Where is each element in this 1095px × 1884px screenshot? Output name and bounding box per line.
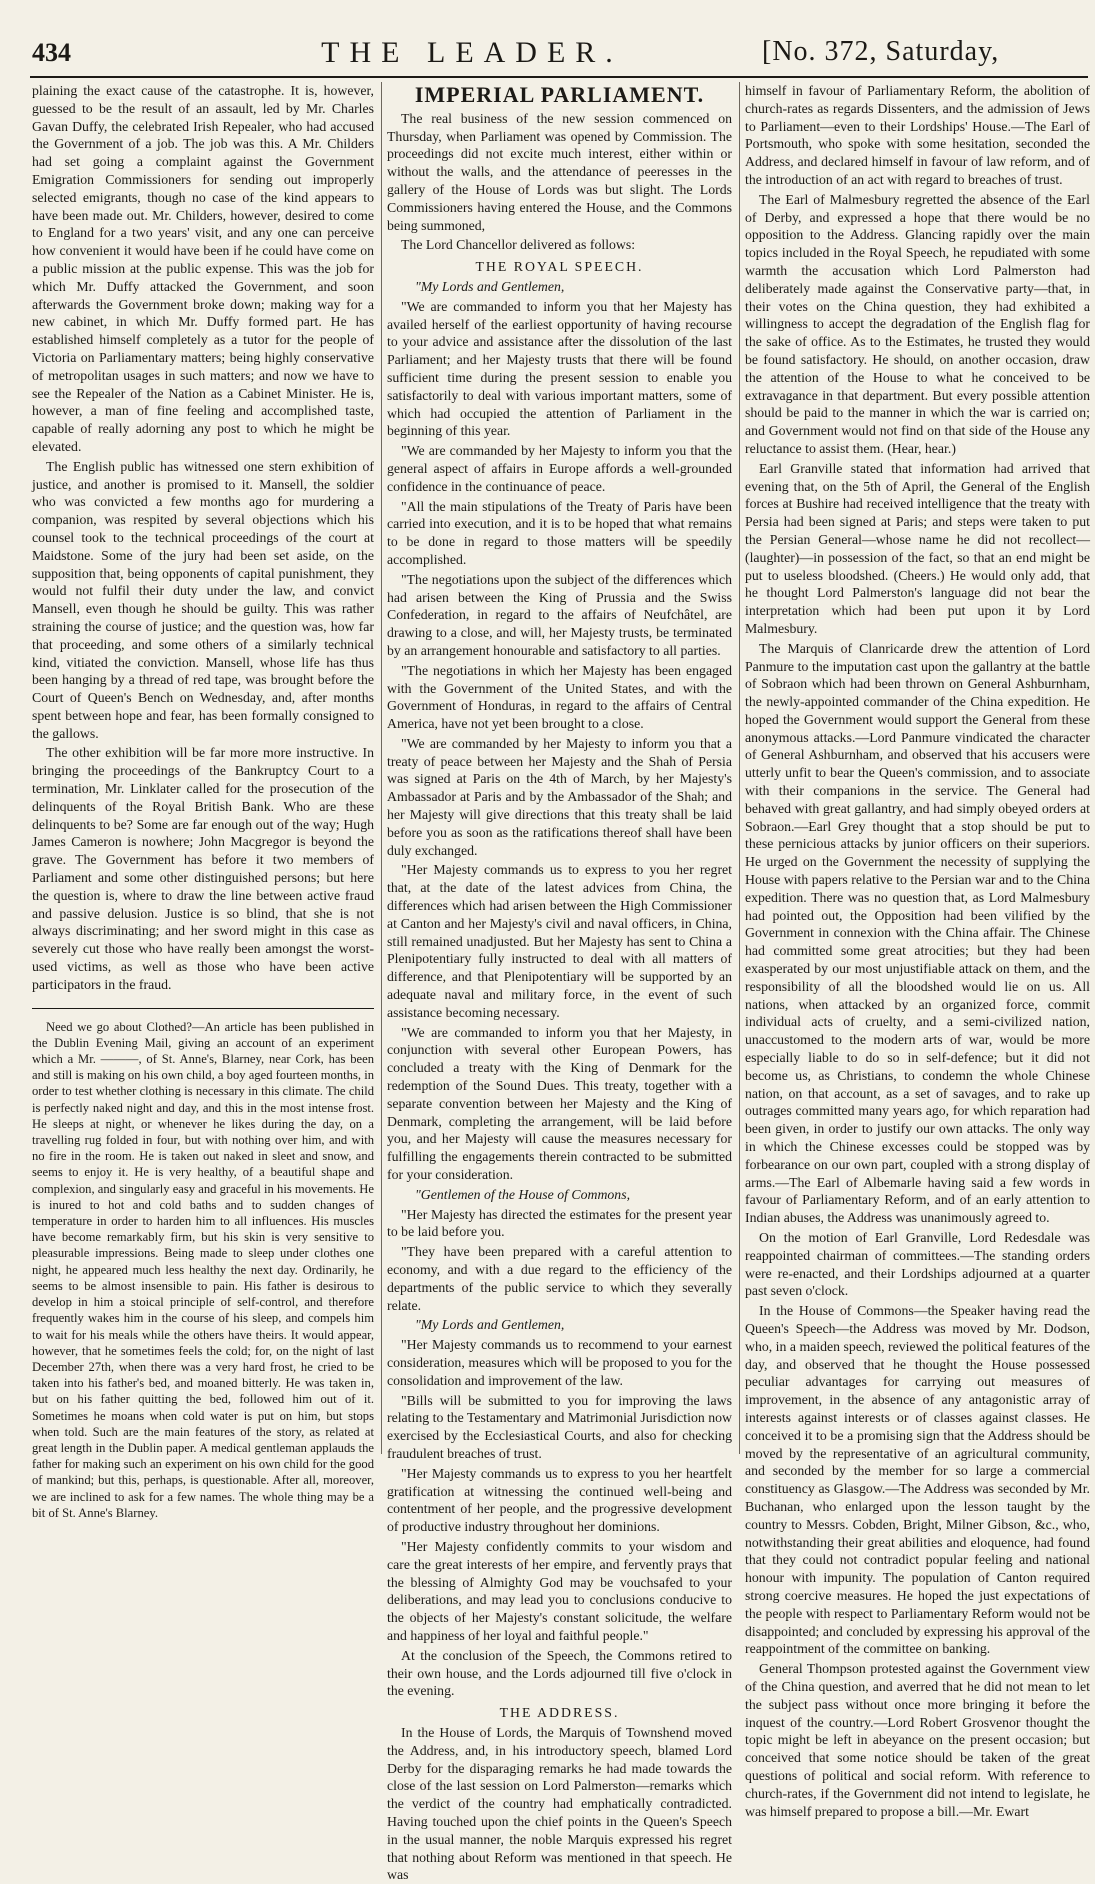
- speech-paragraph: "Her Majesty confidently commits to your wisdom and care the great interests of her empire, and fervently prays that the blessing of Almighty God may be vouchsafed to your deliberations, and may lead you to conclusions conducive to the objects of her Majesty's constant solicitude, the welfare and happiness of her loyal and faithful people.": [387, 1538, 732, 1643]
- speech-paragraph: "Her Majesty commands us to express to you her heartfelt gratification at witnessing the continued well-being and contentment of her people, and the progressive development of productive industry throughout her dominions.: [387, 1465, 732, 1535]
- speech-paragraph: "Bills will be submitted to you for improving the laws relating to the Testamentary and Matrimonial Jurisdiction now exercised by the Ecclesiastical Courts, and also for checking fraudulent breaches of trust.: [387, 1392, 732, 1461]
- speech-paragraph: "We are commanded by her Majesty to inform you that a treaty of peace between her Majesty and the Shah of Persia was signed at Paris on the 4th of March, by her Majesty's Ambassador at Paris and by the Ambassador of the Shah; and her Majesty will give directions that this treaty shall be laid before you as soon as the ratifications thereof shall have been duly exchanged.: [387, 735, 732, 858]
- speech-paragraph: "We are commanded by her Majesty to inform you that the general aspect of affairs in Europe affords a well-grounded confidence in the continuance of peace.: [387, 443, 732, 494]
- subheading: THE ROYAL SPEECH.: [475, 259, 644, 275]
- salutation: "My Lords and Gentlemen,: [415, 1317, 565, 1333]
- article-paragraph: The Marquis of Clanricarde drew the attention of Lord Panmure to the imputation cast upon the gallantry at the battle of Sobraon which had been thrown on General Ashburnham, the newly-appointed commander of the China expedition. He hoped the Government would support the General from these anonymous attacks.—Lord Panmure vindicated the character of General Ashburnham, and observed that his accusers were utterly unfit to bear the Queen's commission, and to associate with their companions in the service. The General had behaved with great gallantry, and had simply obeyed orders at Sobraon.—Earl Grey thought that a stop should be put to these pernicious attacks by junior officers on their superiors. He urged on the Government the necessity of supplying the House with papers relative to the Persian war and to the China expedition. There was no question that, as Lord Malmesbury had pointed out, the Opposition had been vilified by the Government in connexion with the China affair. The Chinese had committed some great atrocities; but they had been exasperated by our most unjustifiable attack on them, and the responsibility of all the bloodshed would lie on us. All nations, when attacked by an organized force, commit individual acts of cruelty, and a semi-civilized nation, unaccustomed to the modern arts of war, would be more especially liable to do so in self-defence; but it did not become us, as Christians, to condemn the whole Chinese nation, on that account, as a set of savages, and to rake up outrages committed many years ago, for which reparation had been given, in order to justify our own attacks. The only way in which the Chinese excesses could be stopped was by forbearance on our own part, coupled with a strong display of arms.—The Earl of Albemarle having said a few words in favour of Parliamentary Reform, and of an early attention to Indian abuses, the Address was unanimously agreed to.: [745, 640, 1090, 1226]
- newspaper-title: THE LEADER.: [321, 36, 623, 69]
- article-paragraph: In the House of Commons—the Speaker having read the Queen's Speech—the Address was moved by Mr. Dodson, who, in a maiden speech, reviewed the political features of the day, and observed that he thought the House possessed peculiar advantages for carrying out measures of improvement, in the absence of any antagonistic array of interests against interests or of classes against classes. He conceived it to be a promising sign that the Address should be moved by the representative of an agricultural community, and seconded by the member for so large a commercial constituency as Glasgow.—The Address was seconded by Mr. Buchanan, who enlarged upon the lesson taught by the country to Messrs. Cobden, Bright, Milner Gibson, &c., who, notwithstanding their great abilities and eloquence, had found that they could not contradict popular feeling and national honour with impunity. The population of Canton required strong coercive measures. He hoped the just expectations of the people with respect to Parliamentary Reform would not be disappointed; and concluded by expressing his approval of the reappointment of the committee on banking.: [745, 1303, 1090, 1657]
- speech-paragraph: "The negotiations in which her Majesty has been engaged with the Government of the United States, and with the Government of Honduras, in regard to the affairs of Central America, have not yet been brought to a close.: [387, 662, 732, 732]
- page-number: 434: [32, 38, 71, 67]
- article-paragraph: The real business of the new session commenced on Thursday, when Parliament was opened by Commission. The proceedings did not excite much interest, either within or without the walls, and the attendance of peeresses in the gallery of the House of Lords was but slight. The Lords Commissioners having entered the House, and the Commons being summoned,: [387, 110, 732, 233]
- article-paragraph: Earl Granville stated that information had arrived that evening that, on the 5th of April, the General of the English forces at Bushire had received intelligence that the treaty with Persia had been signed at Paris; and steps were taken to put the Persian General—whose name he did not recollect—(laughter)—in possession of the fact, so that an end might be put to useless bloodshed. (Cheers.) He would only add, that he thought Lord Palmerston's language did not bear the interpretation which had been put upon it by Lord Malmesbury.: [745, 460, 1090, 636]
- left-column: [32, 82, 374, 1520]
- section-heading: IMPERIAL PARLIAMENT.: [414, 82, 705, 107]
- speech-paragraph: "All the main stipulations of the Treaty of Paris have been carried into execution, and it is to be hoped that what remains to be done in regard to those matters will be speedily accomplished.: [387, 498, 732, 567]
- subheading: THE ADDRESS.: [499, 1705, 620, 1721]
- middle-column: [387, 82, 732, 1883]
- column-divider-left: [381, 82, 382, 1454]
- speech-paragraph: "Her Majesty commands us to express to you her regret that, at the date of the latest advices from China, the differences which had arisen between the High Commissioner at Canton and her Majesty's civil and naval officers, in China, still remained unadjusted. But her Majesty has sent to China a Plenipotentiary fully instructed to deal with all matters of difference, and that Plenipotentiary will be supported by an adequate naval and military force, in the event of such assistance becoming necessary.: [387, 862, 732, 1020]
- right-column: [745, 82, 1090, 1819]
- article-paragraph: The Earl of Malmesbury regretted the absence of the Earl of Derby, and expressed a hope that there would be no opposition to the Address. Glancing rapidly over the main topics included in the Royal Speech, he repudiated with some warmth the accusation which Lord Palmerston had deliberately made against the Conservative party—that, in their votes on the China question, they had exhibited a willingness to accept the degradation of the English flag for the sake of office. As to the Estimates, he trusted they would be found satisfactory. He should, on another occasion, draw the attention of the House to what he conceived to be extravagance in that department. But every possible attention should be paid to the manner in which the war is carried on; and Government would not find on that side of the House any reluctance to assist them. (Hear, hear.): [745, 191, 1090, 456]
- speech-paragraph: "Her Majesty has directed the estimates for the present year to be laid before you.: [387, 1206, 732, 1240]
- speech-paragraph: "They have been prepared with a careful attention to economy, and with a due regard to the efficiency of the departments of the public service to which they severally relate.: [387, 1244, 732, 1313]
- article-paragraph: The Lord Chancellor delivered as follows:: [401, 237, 636, 253]
- article-paragraph: himself in favour of Parliamentary Reform, the abolition of church-rates as regards Dissenters, and the admission of Jews to Parliament—even to their Lordships' House.—The Earl of Portsmouth, who spoke with some hesitation, seconded the Address, and declared himself in favour of law reform, and of the introduction of an act with regard to breaches of trust.: [745, 83, 1090, 187]
- article-paragraph: The other exhibition will be far more more instructive. In bringing the proceedings of the Bankruptcy Court to a termination, Mr. Linklater called for the prosecution of the delinquents of the Royal British Bank. Who are these delinquents to be? Some are far enough out of the way; Hugh James Cameron is nowhere; John Macgregor is beyond the grave. The Government has before it two members of Parliament and some other distinguished persons; but here the question is, where to draw the line between active fraud and passive delusion. Justice is so blind, that she is not always discriminating; and her sword might in this case as severely cut those who have really been amongst the worst-used victims, as well as those who have been active participators in the fraud.: [32, 745, 374, 992]
- speech-paragraph: "The negotiations upon the subject of the differences which had arisen between the King of Prussia and the Swiss Confederation, in regard to the affairs of Neufchâtel, are drawing to a close, and will, her Majesty trusts, be terminated by an arrangement honourable and satisfactory to all parties.: [387, 571, 732, 658]
- speech-paragraph: "Her Majesty commands us to recommend to your earnest consideration, measures which will be proposed to you for the consolidation and improvement of the law.: [387, 1337, 732, 1388]
- article-paragraph: In the House of Lords, the Marquis of Townshend moved the Address, and, in his introductory speech, blamed Lord Derby for the disparaging remarks he had made towards the close of the last session on Lord Palmerston—remarks which the verdict of the country had emphatically contradicted. Having touched upon the chief points in the Queen's Speech in the usual manner, the noble Marquis expressed his regret that nothing about Reform was mentioned in that speech. He was: [387, 1724, 732, 1883]
- speech-paragraph: "We are commanded to inform you that her Majesty has availed herself of the earliest opportunity of having recourse to your advice and assistance after the dissolution of the last Parliament; and her Majesty trusts that there will be found sufficient time during the present session to enable you satisfactorily to deal with various important matters, some of which had occupied the attention of Parliament in the beginning of this year.: [387, 298, 732, 439]
- salutation: "My Lords and Gentlemen,: [415, 278, 565, 294]
- article-paragraph: plaining the exact cause of the catastrophe. It is, however, guessed to be the result of an assault, led by Mr. Charles Gavan Duffy, the celebrated Irish Repealer, who had accused the Government of a job. The job was this. A Mr. Childers had set going a complaint against the Government Emigration Commissioners for sending out improperly selected emigrants, though no case of the kind appears to have been made out. Mr. Childers, however, desired to come to England for a two years' visit, and any one can perceive how convenient it would have been if he could have come on a public mission at the public expense. This was the job for which Mr. Duffy attacked the Government, and soon afterwards the Government broke down; making way for a new cabinet, in which Mr. Duffy formed part. He has established himself completely as a tutor for the people of Victoria on Parliamentary matters; being highly conservative of metropolitan usages in such matters; and now we have to see the Repealer of the Nation as a Cabinet Minister. He is, however, a man of fine feeling and accomplished taste, capable of really adorning any post to which he might be elevated.: [32, 83, 374, 454]
- speech-paragraph: "We are commanded to inform you that her Majesty, in conjunction with several other European Powers, has concluded a treaty with the King of Denmark for the redemption of the Sound Dues. This treaty, together with a separate convention between her Majesty and the King of Denmark, completing the arrangement, will be laid before you, and her Majesty will cause the measures necessary for fulfilling the engagements therein contracted to be submitted for your consideration.: [387, 1024, 732, 1183]
- column-divider-right: [739, 82, 740, 1454]
- article-paragraph: Need we go about Clothed?—An article has been published in the Dublin Evening Mail, giving an account of an experiment which a Mr. ———, of St. Anne's, Blarney, near Cork, has been and still is making on his own child, a boy aged fourteen months, in order to test whether clothing is necessary in this climate. The child is perfectly naked night and day, and this in the most intense frost. He sleeps at night, or whenever he likes during the day, on a travelling rug folded in four, but with nothing over him, and with no fire in the room. He is taken out naked in sleet and snow, and seems to enjoy it. He is very healthy, of a beautiful shape and complexion, and singularly easy and graceful in his movements. He is inured to hot and cold baths and to sudden changes of temperature in order to harden him to all influences. His muscles have become remarkably firm, but his skin is very sensitive to pleasurable impressions. Being made to sleep under clothes one night, he appeared much less healthy the next day. Ordinarily, he seems to be almost insensible to pain. His father is desirous to develop in him a stoical principle of self-control, and therefore frequently wakes him in the course of his sleep, and compels him to wait for his meals while the others have theirs. It would appear, however, that he sometimes feels the cold; for, on the night of last December 27th, when there was a very hard frost, he cried to be taken into his father's bed, and moaned bitterly. He was taken in, but on his father quitting the bed, followed him out of it. Sometimes he moans when cold water is put on him, but stops when told. Such are the main features of the story, as related at great length in the Dublin paper. A medical gentleman applauds the father for making such an experiment on his own child for the good of mankind; but this, perhaps, is questionable. After all, moreover, we are inclined to ask for a few names. The whole thing may be a bit of St. Anne's Blarney.: [32, 1019, 374, 1520]
- article-paragraph: The English public has witnessed one stern exhibition of justice, and another is promised to it. Mansell, the soldier who was convicted a few months ago for murdering a companion, was respited by several objections which his counsel took to the technical proceedings of the court at Maidstone. Some of the jury had been set aside, on the supposition that, being opponents of capital punishment, they would not fulfil their duty under the law, and convict Mansell, even though he should be guilty. This was rather straining the course of justice; and the question was, how far that proceeding, and some others of a similarly technical kind, vitiated the conviction. Mansell, whose life has thus been hanging by a thread of red tape, was brought before the Court of Queen's Bench on Wednesday, and, after months spent between hope and fear, has been formally consigned to the gallows.: [32, 458, 374, 741]
- salutation: "Gentlemen of the House of Commons,: [415, 1186, 631, 1202]
- article-paragraph: General Thompson protested against the Government view of the China question, and averred that he did not mean to let the subject pass without once more bringing it before the inquest of the country.—Lord Robert Grosvenor thought the topic might be left in abeyance on the present occasion; but conceived that some notice should be taken of the great questions of political and social reform. With reference to church-rates, if the Government did not intend to legislate, he was himself prepared to propose a bill.—Mr. Ewart: [745, 1661, 1090, 1819]
- article-divider: [32, 1008, 374, 1009]
- masthead: [0, 0, 1095, 78]
- speech-paragraph: At the conclusion of the Speech, the Commons retired to their own house, and the Lords adjourned till five o'clock in the evening.: [387, 1647, 732, 1699]
- masthead-rule: [30, 76, 1088, 78]
- issue-number: [No. 372, Saturday,: [762, 36, 1000, 67]
- article-paragraph: On the motion of Earl Granville, Lord Redesdale was reappointed chairman of committees.—The standing orders were re-enacted, and their Lordships adjourned at a quarter past seven o'clock.: [745, 1230, 1090, 1299]
